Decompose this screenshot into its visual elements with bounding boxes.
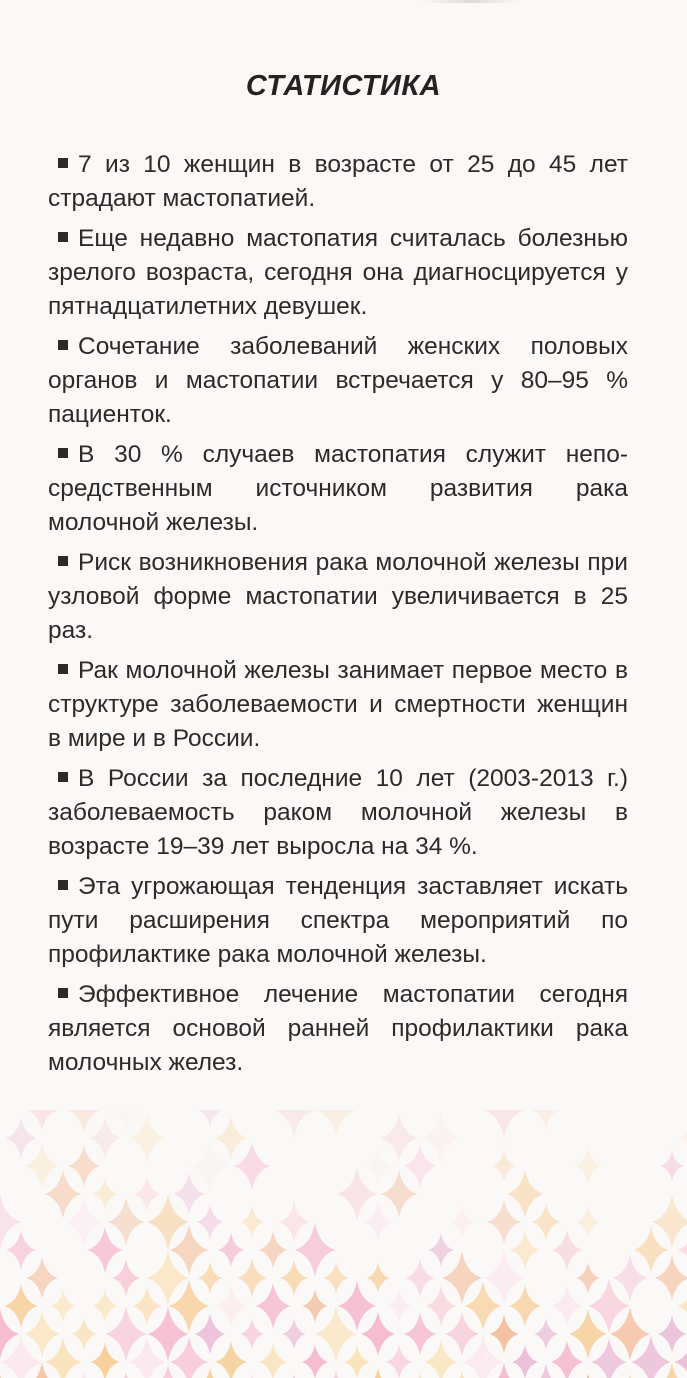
diamond-shape bbox=[576, 1262, 599, 1293]
list-item bbox=[48, 222, 628, 324]
diamond-shape bbox=[112, 1260, 140, 1297]
diamond-shape bbox=[380, 1113, 417, 1163]
diamond-shape bbox=[365, 1148, 391, 1183]
diamond-shape bbox=[197, 1204, 223, 1239]
diamond-shape bbox=[344, 1345, 369, 1378]
diamond-shape bbox=[658, 1315, 687, 1353]
diamond-shape bbox=[259, 1343, 287, 1378]
diamond-shape bbox=[442, 1252, 482, 1305]
diamond-shape bbox=[72, 1317, 97, 1350]
diamond-shape bbox=[89, 1117, 121, 1159]
diamond-shape bbox=[406, 1259, 435, 1297]
diamond-shape bbox=[483, 1250, 525, 1306]
diamond-shape bbox=[510, 1230, 539, 1269]
diamond-shape bbox=[610, 1307, 650, 1360]
diamond-shape bbox=[234, 1142, 270, 1191]
diamond-shape bbox=[195, 1314, 226, 1355]
diamond-shape bbox=[507, 1170, 543, 1219]
diamond-shape bbox=[551, 1285, 582, 1327]
diamond-shape bbox=[552, 1230, 582, 1271]
list-item bbox=[48, 148, 628, 216]
diamond-shape bbox=[678, 1286, 687, 1327]
diamond-shape bbox=[652, 1363, 687, 1378]
diamond-shape bbox=[617, 1373, 642, 1378]
square-bullet-icon bbox=[58, 158, 68, 168]
diamond-shape bbox=[282, 1375, 305, 1378]
diamond-shape bbox=[190, 1139, 230, 1192]
diamond-shape bbox=[70, 1371, 98, 1378]
diamond-shape bbox=[421, 1112, 460, 1164]
diamond-shape bbox=[576, 1374, 601, 1378]
diamond-shape bbox=[218, 1233, 244, 1267]
diamond-shape bbox=[197, 1110, 223, 1127]
diamond-shape bbox=[280, 1260, 307, 1296]
diamond-shape bbox=[129, 1114, 165, 1162]
diamond-shape bbox=[588, 1278, 629, 1333]
diamond-shape bbox=[487, 1199, 521, 1244]
square-bullet-icon bbox=[58, 988, 68, 998]
diamond-shape bbox=[6, 1118, 37, 1159]
diamond-shape bbox=[490, 1315, 519, 1353]
diamond-shape bbox=[324, 1261, 349, 1294]
diamond-shape bbox=[404, 1313, 436, 1356]
diamond-shape bbox=[462, 1335, 503, 1378]
diamond-shape bbox=[0, 1194, 21, 1249]
square-bullet-icon bbox=[58, 340, 68, 350]
diamond-shape bbox=[364, 1203, 393, 1241]
diamond-shape bbox=[68, 1145, 100, 1187]
diamond-shape bbox=[45, 1170, 82, 1219]
diamond-shape bbox=[134, 1176, 161, 1211]
diamond-shape bbox=[449, 1204, 475, 1239]
list-item-text: Эффективное лечение мастопатии сегодня является основой ранней профилактики рака молочных желез. bbox=[48, 981, 628, 1076]
diamond-shape bbox=[660, 1151, 683, 1182]
diamond-shape bbox=[509, 1285, 540, 1327]
diamond-shape bbox=[381, 1170, 417, 1218]
square-bullet-icon bbox=[58, 448, 68, 458]
diamond-shape bbox=[674, 1337, 687, 1378]
list-item bbox=[48, 870, 628, 972]
diamond-shape bbox=[173, 1173, 204, 1215]
diamond-shape bbox=[295, 1223, 335, 1277]
diamond-shape bbox=[465, 1281, 502, 1330]
diamond-shape bbox=[193, 1368, 226, 1378]
diamond-shape bbox=[678, 1230, 687, 1270]
diamond-shape bbox=[128, 1337, 165, 1378]
diamond-shape bbox=[361, 1311, 395, 1356]
list-item-text: Рак молочной железы занимает первое место в структуре заболеваемости и смертности женщин в мире и в России. bbox=[48, 657, 628, 752]
diamond-shape bbox=[238, 1259, 267, 1298]
diamond-shape bbox=[24, 1311, 59, 1358]
diamond-shape bbox=[65, 1197, 103, 1248]
list-item bbox=[48, 546, 628, 648]
diamond-shape bbox=[428, 1233, 454, 1267]
diamond-shape bbox=[678, 1118, 687, 1158]
diamond-shape bbox=[569, 1309, 606, 1359]
diamond-shape bbox=[386, 1345, 412, 1378]
diamond-shape bbox=[198, 1262, 222, 1294]
list-item-text: В 30 % случаев мастопатия служит непо-средственным источником развития рака молочной железы. bbox=[48, 441, 628, 536]
diamond-shape bbox=[426, 1286, 457, 1327]
diamond-shape bbox=[0, 1375, 12, 1378]
diamond-shape bbox=[322, 1371, 351, 1378]
diamond-shape bbox=[338, 1281, 376, 1331]
diamond-shape bbox=[531, 1110, 560, 1130]
diamond-shape bbox=[274, 1110, 315, 1137]
diamond-shape bbox=[215, 1285, 247, 1328]
statistics-list bbox=[48, 148, 628, 1086]
diamond-shape bbox=[534, 1318, 557, 1349]
diamond-shape bbox=[512, 1345, 538, 1378]
diamond-shape bbox=[315, 1306, 357, 1362]
diamond-shape bbox=[93, 1178, 118, 1211]
list-item bbox=[48, 654, 628, 756]
diamond-shape bbox=[448, 1371, 476, 1378]
diamond-shape bbox=[576, 1206, 600, 1237]
list-item-text: В России за последние 10 лет (2003-2013 г.) заболеваемость раком молочной железы в возрасте 19–39 лет выросла на 34 %. bbox=[48, 765, 628, 860]
list-item-text: Эта угрожающая тенденция заставляет искать пути расширения спектра мероприятий по профилактике рака молочной железы. bbox=[48, 873, 628, 968]
diamond-shape bbox=[21, 1362, 63, 1378]
diamond-shape bbox=[170, 1337, 208, 1378]
list-item-text: Сочетание заболеваний женских половых органов и мастопатии встречается у 80–95 % пациенток. bbox=[48, 333, 628, 428]
diamond-shape bbox=[591, 1338, 626, 1378]
diamond-shape bbox=[215, 1341, 246, 1378]
list-item-text: 7 из 10 женщин в возрасте от 25 до 45 лет страдают мастопатией. bbox=[48, 151, 628, 212]
diamond-shape bbox=[315, 1110, 356, 1137]
diamond-shape bbox=[105, 1306, 147, 1361]
diamond-shape bbox=[0, 1334, 42, 1378]
diamond-shape bbox=[551, 1341, 583, 1378]
diamond-shape bbox=[526, 1364, 566, 1378]
diamond-pattern-decoration bbox=[0, 1110, 687, 1378]
diamond-shape bbox=[240, 1318, 263, 1349]
diamond-shape bbox=[215, 1116, 247, 1159]
square-bullet-icon bbox=[58, 556, 68, 566]
diamond-shape bbox=[25, 1143, 59, 1189]
diamond-shape bbox=[386, 1289, 411, 1322]
diamond-shape bbox=[147, 1307, 188, 1362]
diamond-shape bbox=[612, 1255, 647, 1302]
list-item bbox=[48, 438, 628, 540]
list-item-text: Еще недавно мастопатия считалась болезнью зрелого возраста, сегодня она диагносцируется у пятнадцатилетних девушек. bbox=[48, 225, 628, 320]
diamond-shape bbox=[483, 1110, 525, 1138]
diamond-shape bbox=[4, 1284, 37, 1328]
diamond-shape bbox=[362, 1368, 395, 1378]
diamond-shape bbox=[425, 1340, 458, 1378]
diamond-shape bbox=[302, 1289, 327, 1322]
diamond-shape bbox=[484, 1363, 525, 1378]
diamond-shape bbox=[652, 1195, 687, 1248]
list-item bbox=[48, 330, 628, 432]
diamond-shape bbox=[407, 1373, 432, 1378]
diamond-shape bbox=[92, 1289, 117, 1323]
diamond-shape bbox=[366, 1263, 389, 1294]
diamond-shape bbox=[240, 1206, 264, 1237]
diamond-shape bbox=[67, 1110, 101, 1133]
diamond-shape bbox=[302, 1344, 328, 1378]
diamond-shape bbox=[256, 1283, 291, 1329]
diamond-shape bbox=[91, 1343, 120, 1378]
diamond-shape bbox=[26, 1110, 57, 1131]
diamond-shape bbox=[655, 1255, 687, 1301]
list-item bbox=[48, 762, 628, 864]
diamond-shape bbox=[112, 1372, 139, 1378]
diamond-shape bbox=[337, 1167, 377, 1220]
diamond-shape bbox=[170, 1224, 208, 1275]
diamond-shape bbox=[132, 1287, 161, 1326]
diamond-shape bbox=[147, 1250, 189, 1305]
diamond-shape bbox=[26, 1257, 57, 1299]
page-title: СТАТИСТИКА bbox=[245, 70, 442, 102]
top-edge-shadow bbox=[420, 0, 520, 3]
diamond-shape bbox=[51, 1290, 76, 1323]
diamond-shape bbox=[634, 1227, 669, 1273]
diamond-shape bbox=[403, 1144, 436, 1188]
diamond-shape bbox=[282, 1319, 305, 1350]
square-bullet-icon bbox=[58, 664, 68, 674]
square-bullet-icon bbox=[58, 232, 68, 242]
diamond-shape bbox=[532, 1203, 560, 1240]
diamond-shape bbox=[108, 1110, 144, 1134]
list-item-text: Риск возникновения рака молочной железы при узловой форме мастопатии увеличивается в 25 раз. bbox=[48, 549, 628, 644]
list-item bbox=[48, 978, 628, 1080]
square-bullet-icon bbox=[58, 772, 68, 782]
diamond-shape bbox=[45, 1338, 81, 1378]
diamond-shape bbox=[169, 1279, 209, 1332]
diamond-shape bbox=[239, 1373, 265, 1378]
diamond-shape bbox=[108, 1198, 145, 1247]
diamond-shape bbox=[259, 1231, 287, 1269]
diamond-shape bbox=[88, 1227, 123, 1274]
diamond-shape bbox=[6, 1230, 36, 1269]
diamond-shape bbox=[492, 1150, 516, 1182]
diamond-shape bbox=[445, 1311, 479, 1356]
diamond-shape bbox=[574, 1148, 601, 1185]
diamond-shape bbox=[631, 1336, 671, 1378]
diamond-shape bbox=[279, 1202, 309, 1243]
diamond-shape bbox=[147, 1194, 189, 1250]
diamond-shape bbox=[0, 1309, 19, 1360]
diamond-shape bbox=[148, 1364, 187, 1378]
square-bullet-icon bbox=[58, 880, 68, 890]
